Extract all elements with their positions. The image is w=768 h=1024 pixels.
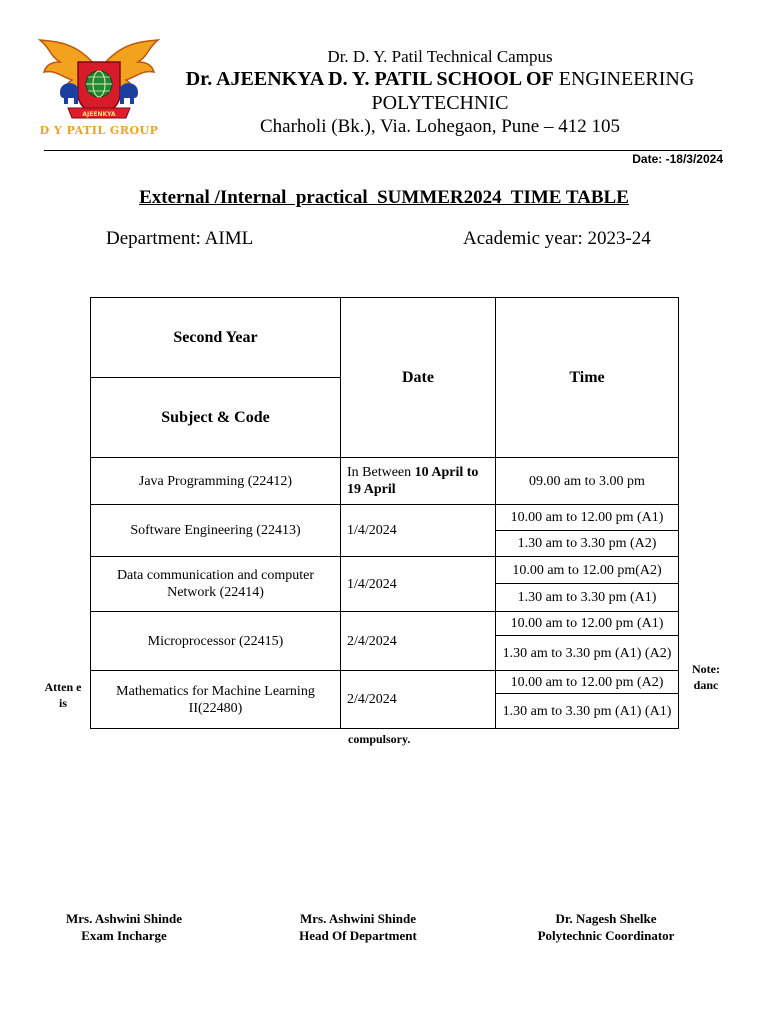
signature-role: Head Of Department (299, 928, 417, 943)
subject-cell: Software Engineering (22413) (91, 505, 341, 557)
timetable (90, 297, 679, 729)
note-left-fragment: Atten e is (44, 680, 82, 710)
signature-name: Dr. Nagesh Shelke (555, 911, 657, 926)
dy-patil-group-logo (38, 32, 160, 140)
date-cell: 1/4/2024 (341, 557, 496, 612)
school-name (170, 67, 710, 115)
logo-caption: D Y PATIL GROUP (39, 124, 159, 137)
subject-cell: Data communication and computer Network (22414) (91, 557, 341, 612)
campus-name: Dr. D. Y. Patil Technical Campus (327, 47, 553, 66)
header-subject-code: Subject & Code (91, 378, 341, 458)
time-cell: 10.00 am to 12.00 pm (A1) (496, 505, 679, 531)
date-cell (341, 458, 496, 505)
time-cell: 1.30 am to 3.30 pm (A1) (A2) (496, 636, 679, 671)
table-row (91, 557, 679, 584)
subject-cell: Mathematics for Machine Learning II(22480) (91, 671, 341, 729)
time-cell: 10.00 am to 12.00 pm (A2) (496, 671, 679, 694)
document-title (0, 187, 768, 209)
time-cell: 09.00 am to 3.00 pm (496, 458, 679, 505)
signature-polytechnic-coordinator (506, 910, 706, 944)
subject-cell: Microprocessor (22415) (91, 612, 341, 671)
signature-role: Polytechnic Coordinator (537, 928, 675, 943)
time-cell: 10.00 am to 12.00 pm(A2) (496, 557, 679, 584)
date-cell: 2/4/2024 (341, 671, 496, 729)
note-right-fragment: Note: danc (692, 662, 720, 692)
department-label: Department: AIML (106, 228, 254, 249)
time-cell: 1.30 am to 3.30 pm (A2) (496, 531, 679, 557)
header-divider (44, 150, 722, 151)
signature-role: Exam Incharge (81, 928, 167, 943)
header-time: Time (496, 298, 679, 458)
signature-head-of-department (258, 910, 458, 944)
document-date: Date: -18/3/2024 (632, 152, 723, 166)
header-second-year: Second Year (91, 298, 341, 378)
date-prefix: In Between (347, 465, 415, 480)
time-cell: 1.30 am to 3.30 pm (A1) (496, 584, 679, 612)
header-date: Date (341, 298, 496, 458)
academic-year-label: Academic year: 2023-24 (463, 228, 651, 249)
school-name-rest: ENGINEERING POLYTECHNIC (371, 68, 695, 114)
date-range: 10 April to 19 April (347, 465, 479, 497)
time-cell: 1.30 am to 3.30 pm (A1) (A1) (496, 694, 679, 729)
document-title-text: External /Internal practical SUMMER2024 TIME TABLE (139, 187, 629, 208)
signature-name: Mrs. Ashwini Shinde (66, 911, 182, 926)
signature-name: Mrs. Ashwini Shinde (300, 911, 416, 926)
signature-exam-incharge (24, 910, 224, 944)
table-row (91, 671, 679, 694)
table-row (91, 458, 679, 505)
school-address: Charholi (Bk.), Via. Lohegaon, Pune – 412 105 (260, 116, 620, 137)
table-row (91, 505, 679, 531)
school-name-bold: Dr. AJEENKYA D. Y. PATIL SCHOOL OF (185, 68, 554, 90)
dy-patil-group-emblem-icon (38, 32, 160, 140)
table-row (91, 612, 679, 636)
logo-banner-text: AJEENKYA (82, 111, 116, 118)
subject-cell: Java Programming (22412) (91, 458, 341, 505)
note-bottom-fragment: compulsory. (348, 732, 411, 746)
date-cell: 2/4/2024 (341, 612, 496, 671)
time-cell: 10.00 am to 12.00 pm (A1) (496, 612, 679, 636)
date-cell: 1/4/2024 (341, 505, 496, 557)
